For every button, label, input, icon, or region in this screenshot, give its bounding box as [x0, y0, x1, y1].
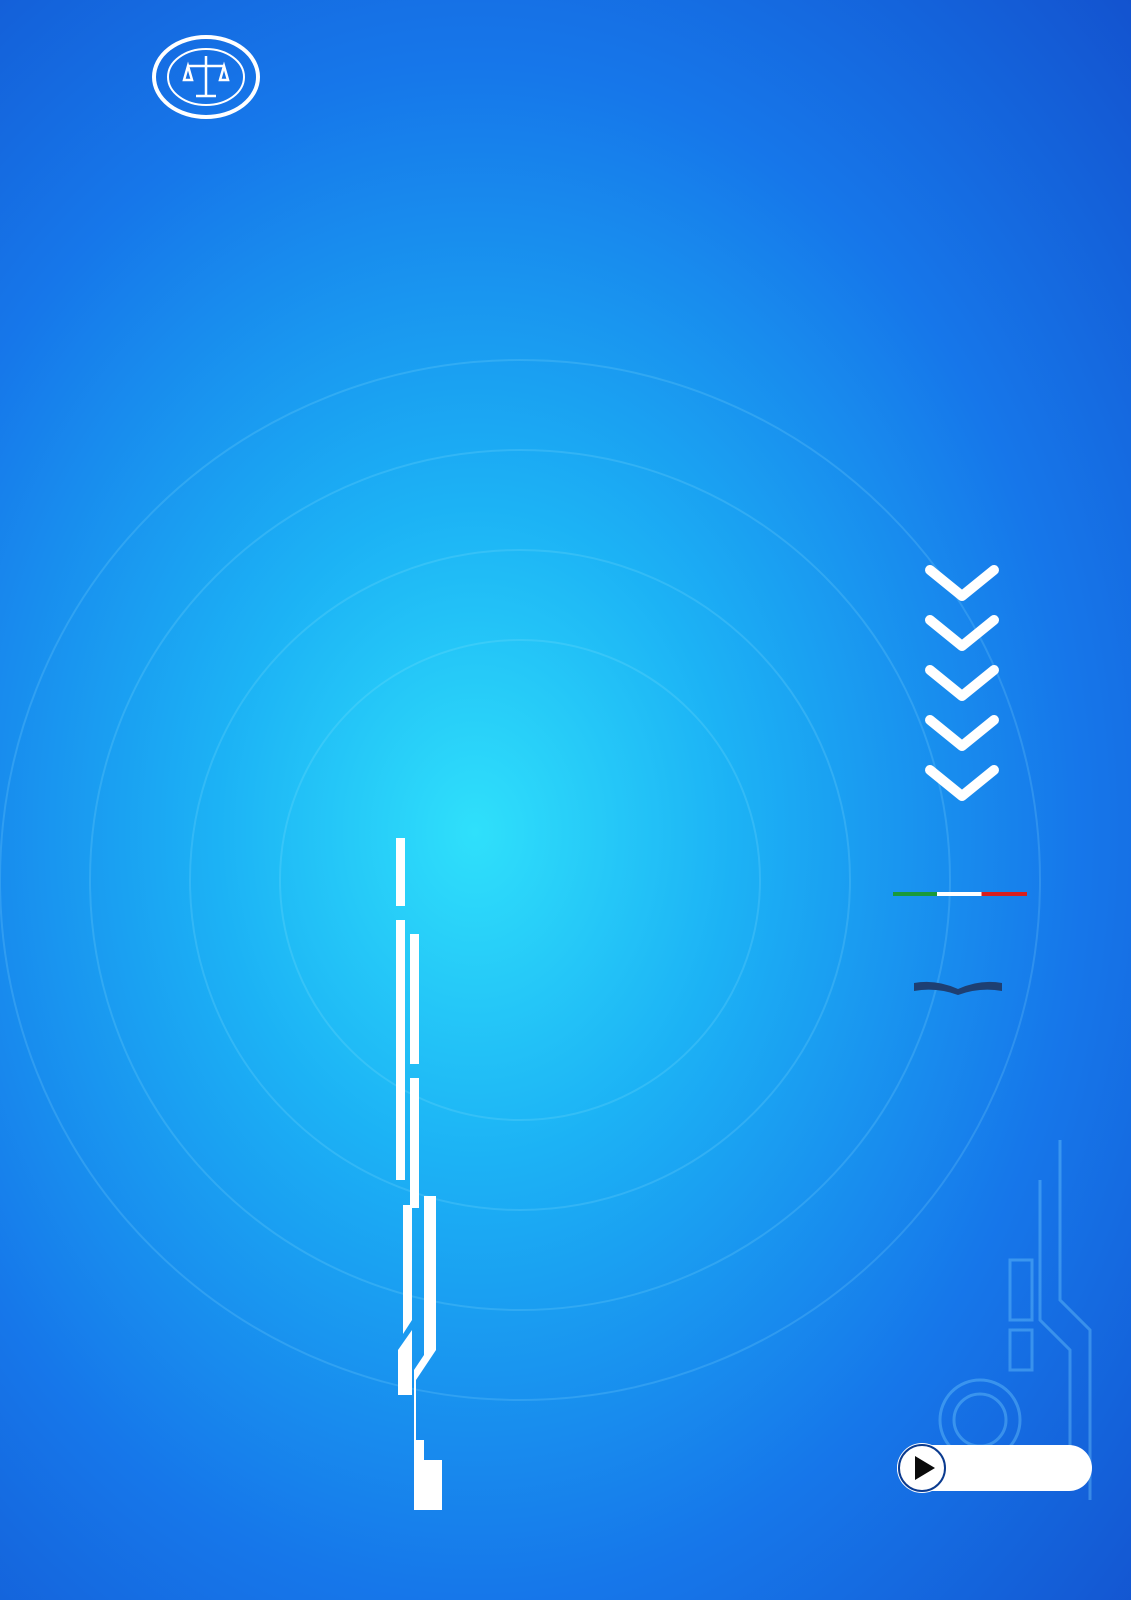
italian-flag-stripe — [893, 892, 1027, 896]
chevron-down-icon — [930, 570, 994, 596]
giurimatrix-logo — [875, 890, 1035, 896]
chevron-down-icon — [930, 770, 994, 796]
chevron-down-icon — [930, 670, 994, 696]
coa-tivoli-logo — [150, 32, 262, 122]
chevron-down-stack — [930, 570, 994, 796]
webinar-badge — [897, 1445, 1092, 1491]
speakers-column — [50, 828, 380, 854]
concentric-rings — [0, 360, 1040, 1400]
chevron-down-icon — [930, 720, 994, 746]
circuit-divider — [396, 838, 442, 1510]
open-book-icon — [908, 981, 1008, 995]
play-icon — [897, 1443, 947, 1493]
scales-icon — [184, 56, 228, 96]
chevron-down-icon — [930, 620, 994, 646]
flaminio-giuridica-logo — [900, 980, 1015, 1064]
